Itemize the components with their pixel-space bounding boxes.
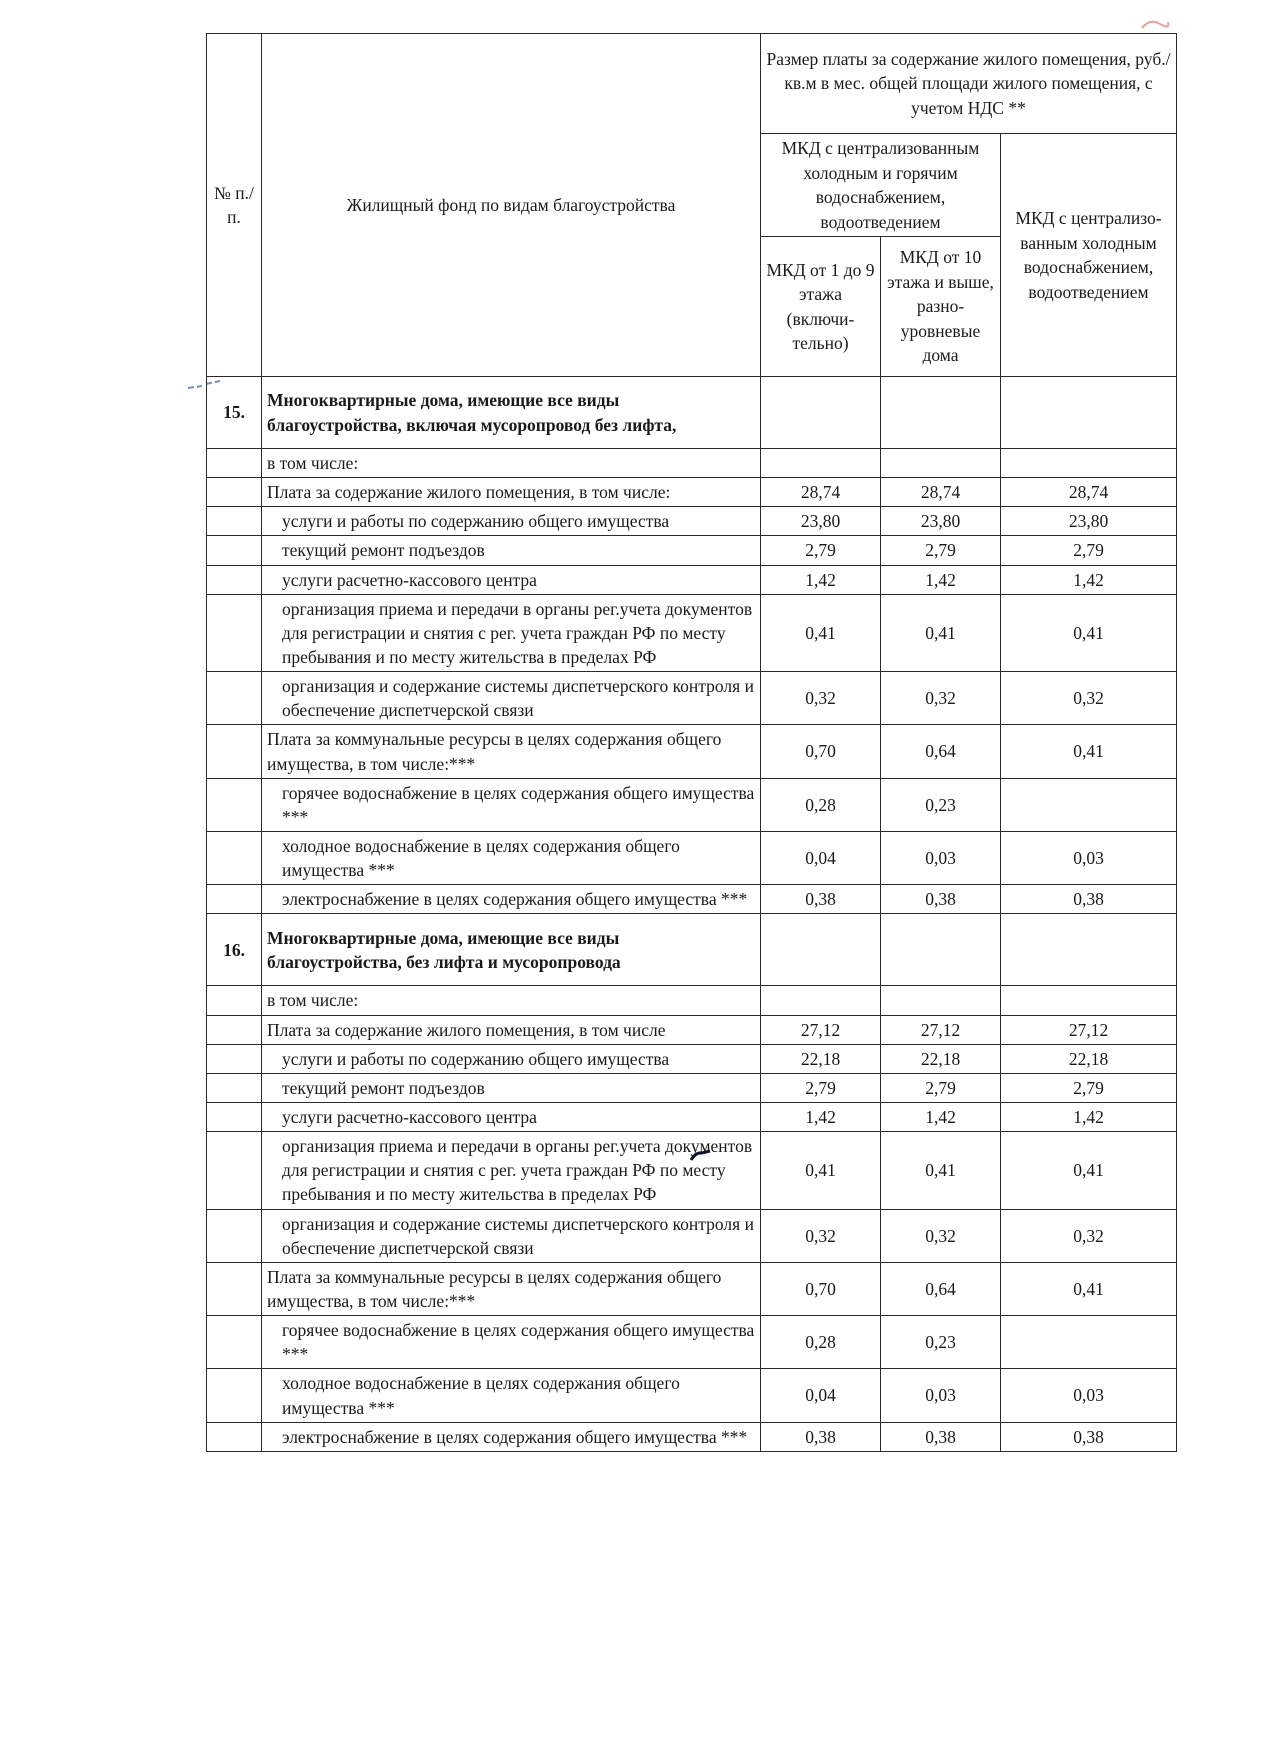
value-cold-water: 28,74 [1001,478,1177,507]
value-10-plus-floors: 2,79 [881,536,1001,565]
value-1-9-floors: 0,04 [761,1369,881,1422]
value-cold-water: 2,79 [1001,536,1177,565]
value-10-plus-floors: 0,32 [881,1209,1001,1262]
row-label: текущий ремонт подъездов [262,536,761,565]
empty-cell [207,778,262,831]
empty-cell [207,1369,262,1422]
row-label: Плата за коммунальные ресурсы в целях содержания общего имущества, в том числе:*** [262,1262,761,1315]
empty-cell [1001,377,1177,449]
table-row [207,831,1177,884]
table-row [207,565,1177,594]
table-row [207,536,1177,565]
value-1-9-floors: 27,12 [761,1015,881,1044]
value-10-plus-floors: 0,03 [881,1369,1001,1422]
value-10-plus-floors: 27,12 [881,1015,1001,1044]
row-label: электроснабжение в целях содержания общего имущества *** [262,885,761,914]
value-cold-water: 2,79 [1001,1073,1177,1102]
value-10-plus-floors: 0,41 [881,1132,1001,1209]
header-group-hot-cold: МКД с централизованным холодным и горячим водоснабжением, водоотведением [761,134,1001,237]
table-row [207,1422,1177,1451]
row-label: холодное водоснабжение в целях содержания общего имущества *** [262,831,761,884]
empty-cell [207,725,262,778]
empty-cell [207,449,262,478]
value-cold-water: 0,41 [1001,594,1177,671]
section-title: Многоквартирные дома, имеющие все виды благоустройства, без лифта и мусоропровода [262,914,761,986]
value-10-plus-floors: 1,42 [881,565,1001,594]
header-num: № п./п. [207,34,262,377]
value-10-plus-floors: 0,38 [881,1422,1001,1451]
table-row [207,778,1177,831]
table-row [207,507,1177,536]
value-cold-water: 0,38 [1001,1422,1177,1451]
header-payment: Размер платы за содержание жилого помещения, руб./кв.м в мес. общей площади жилого помещения, с учетом НДС ** [761,34,1177,134]
section-sub-row [207,449,1177,478]
section-title-row [207,914,1177,986]
value-1-9-floors: 0,38 [761,885,881,914]
value-10-plus-floors: 0,41 [881,594,1001,671]
value-cold-water: 0,32 [1001,672,1177,725]
value-cold-water: 1,42 [1001,565,1177,594]
value-1-9-floors: 0,41 [761,594,881,671]
value-1-9-floors: 28,74 [761,478,881,507]
empty-cell [207,986,262,1015]
section-subtitle: в том числе: [262,449,761,478]
value-10-plus-floors: 0,03 [881,831,1001,884]
table-row [207,1132,1177,1209]
empty-cell [207,1262,262,1315]
table-row [207,672,1177,725]
table-row [207,1262,1177,1315]
header-row-1 [207,34,1177,134]
empty-cell [207,1102,262,1131]
empty-cell [761,986,881,1015]
value-10-plus-floors: 0,23 [881,778,1001,831]
empty-cell [207,885,262,914]
table-row [207,1102,1177,1131]
value-1-9-floors: 2,79 [761,1073,881,1102]
value-10-plus-floors: 22,18 [881,1044,1001,1073]
value-10-plus-floors: 1,42 [881,1102,1001,1131]
value-cold-water [1001,778,1177,831]
section-number: 15. [207,377,262,449]
tariff-table [206,33,1177,1452]
row-label: Плата за содержание жилого помещения, в том числе [262,1015,761,1044]
table-row [207,594,1177,671]
value-1-9-floors: 0,04 [761,831,881,884]
row-label: услуги расчетно-кассового центра [262,1102,761,1131]
row-label: услуги и работы по содержанию общего имущества [262,1044,761,1073]
table-row [207,725,1177,778]
empty-cell [207,507,262,536]
empty-cell [207,536,262,565]
value-1-9-floors: 0,32 [761,1209,881,1262]
value-10-plus-floors: 0,38 [881,885,1001,914]
value-cold-water: 0,41 [1001,725,1177,778]
header-col-cold: МКД с централизо-ванным холодным водоснабжением, водоотведением [1001,134,1177,377]
value-1-9-floors: 22,18 [761,1044,881,1073]
row-label: электроснабжение в целях содержания общего имущества *** [262,1422,761,1451]
empty-cell [881,914,1001,986]
value-1-9-floors: 1,42 [761,565,881,594]
row-label: организация приема и передачи в органы рег.учета документов для регистрации и снятия с рег. учета граждан РФ по месту пребывания и по месту жительства в пределах РФ [262,594,761,671]
empty-cell [881,986,1001,1015]
value-cold-water: 27,12 [1001,1015,1177,1044]
header-col-10: МКД от 10 этажа и выше, разно-уровневые дома [881,237,1001,377]
row-label: Плата за коммунальные ресурсы в целях содержания общего имущества, в том числе:*** [262,725,761,778]
value-cold-water: 23,80 [1001,507,1177,536]
value-1-9-floors: 0,32 [761,672,881,725]
header-col-1-9: МКД от 1 до 9 этажа (включи-тельно) [761,237,881,377]
empty-cell [207,1044,262,1073]
value-cold-water: 0,03 [1001,831,1177,884]
empty-cell [881,377,1001,449]
value-10-plus-floors: 2,79 [881,1073,1001,1102]
empty-cell [207,1132,262,1209]
empty-cell [761,449,881,478]
empty-cell [207,594,262,671]
empty-cell [1001,914,1177,986]
value-1-9-floors: 0,28 [761,1316,881,1369]
value-1-9-floors: 1,42 [761,1102,881,1131]
value-cold-water [1001,1316,1177,1369]
empty-cell [207,1209,262,1262]
value-cold-water: 22,18 [1001,1044,1177,1073]
row-label: Плата за содержание жилого помещения, в том числе: [262,478,761,507]
section-number: 16. [207,914,262,986]
empty-cell [761,914,881,986]
value-cold-water: 0,32 [1001,1209,1177,1262]
value-cold-water: 0,41 [1001,1262,1177,1315]
empty-cell [207,1316,262,1369]
empty-cell [1001,449,1177,478]
value-1-9-floors: 0,70 [761,1262,881,1315]
row-label: горячее водоснабжение в целях содержания общего имущества *** [262,1316,761,1369]
row-label: организация приема и передачи в органы рег.учета документов для регистрации и снятия с рег. учета граждан РФ по месту пребывания и по месту жительства в пределах РФ [262,1132,761,1209]
table-row [207,1044,1177,1073]
empty-cell [1001,986,1177,1015]
table-row [207,1316,1177,1369]
row-label: организация и содержание системы диспетчерского контроля и обеспечение диспетчерской связи [262,1209,761,1262]
empty-cell [207,1422,262,1451]
table-row [207,1073,1177,1102]
row-label: текущий ремонт подъездов [262,1073,761,1102]
row-label: услуги расчетно-кассового центра [262,565,761,594]
row-label: горячее водоснабжение в целях содержания общего имущества *** [262,778,761,831]
value-cold-water: 0,38 [1001,885,1177,914]
value-1-9-floors: 23,80 [761,507,881,536]
row-label: холодное водоснабжение в целях содержания общего имущества *** [262,1369,761,1422]
empty-cell [207,565,262,594]
value-10-plus-floors: 0,32 [881,672,1001,725]
value-10-plus-floors: 23,80 [881,507,1001,536]
row-label: услуги и работы по содержанию общего имущества [262,507,761,536]
value-10-plus-floors: 0,64 [881,1262,1001,1315]
value-10-plus-floors: 0,23 [881,1316,1001,1369]
empty-cell [207,1073,262,1102]
table-row [207,1209,1177,1262]
header-fund: Жилищный фонд по видам благоустройства [262,34,761,377]
value-cold-water: 0,03 [1001,1369,1177,1422]
row-label: организация и содержание системы диспетчерского контроля и обеспечение диспетчерской связи [262,672,761,725]
table-row [207,1015,1177,1044]
value-1-9-floors: 0,70 [761,725,881,778]
value-1-9-floors: 0,38 [761,1422,881,1451]
empty-cell [207,672,262,725]
table-row [207,478,1177,507]
value-1-9-floors: 2,79 [761,536,881,565]
empty-cell [207,478,262,507]
value-cold-water: 0,41 [1001,1132,1177,1209]
table-row [207,1369,1177,1422]
section-sub-row [207,986,1177,1015]
value-10-plus-floors: 28,74 [881,478,1001,507]
section-title-row [207,377,1177,449]
table-row [207,885,1177,914]
section-title: Многоквартирные дома, имеющие все виды благоустройства, включая мусоропровод без лифта, [262,377,761,449]
value-1-9-floors: 0,28 [761,778,881,831]
value-1-9-floors: 0,41 [761,1132,881,1209]
empty-cell [761,377,881,449]
value-10-plus-floors: 0,64 [881,725,1001,778]
empty-cell [207,1015,262,1044]
empty-cell [881,449,1001,478]
empty-cell [207,831,262,884]
section-subtitle: в том числе: [262,986,761,1015]
value-cold-water: 1,42 [1001,1102,1177,1131]
